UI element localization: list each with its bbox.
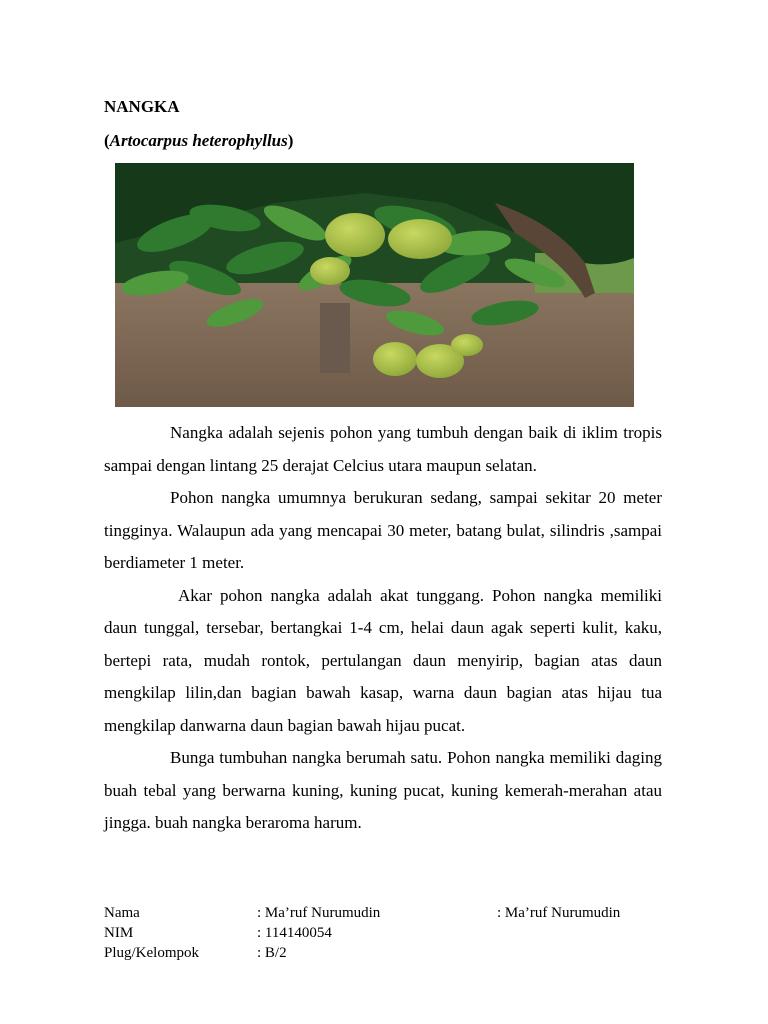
footer-value: : B/2 [257, 945, 287, 961]
paragraph-2: Pohon nangka umumnya berukuran sedang, sampai sekitar 20 meter tingginya. Walaupun ada yang mencapai 30 meter, batang bulat, silindris ,sampai berdiameter 1 meter. [104, 488, 662, 572]
footer-label: Plug/Kelompok [104, 945, 200, 961]
paragraph-3: Akar pohon nangka adalah akat tunggang. Pohon nangka memiliki daun tunggal, tersebar, bertangkai 1-4 cm, helai daun agak seperti kulit, kaku, bertepi rata, mudah rontok, pertulangan daun menyirip, bagian atas daun mengkilap lilin,dan bagian bawah kasap, warna daun bagian atas hijau tua mengkilap danwarna daun bagian bawah hijau pucat. [104, 585, 662, 735]
footer-label: Nama [104, 905, 140, 921]
document-subtitle [104, 131, 293, 151]
footer-label: NIM [104, 925, 134, 941]
document-title: NANGKA [104, 97, 180, 116]
paragraph-1: Nangka adalah sejenis pohon yang tumbuh dengan baik di iklim tropis sampai dengan lintang 25 derajat Celcius utara maupun selatan. [104, 423, 662, 475]
jackfruit-tree-photo [115, 163, 634, 407]
scientific-name: Artocarpus heterophyllus [109, 131, 288, 150]
footer-value: : Ma’ruf Nurumudin [257, 905, 381, 921]
document-body [104, 417, 662, 840]
subtitle-close-paren: ) [287, 131, 294, 150]
paragraph-4: Bunga tumbuhan nangka berumah satu. Pohon nangka memiliki daging buah tebal yang berwarna kuning, kuning pucat, kuning kemerah-merahan atau jingga. buah nangka beraroma harum. [104, 748, 662, 832]
footer-extra: : Ma’ruf Nurumudin [497, 905, 621, 921]
footer-value: : 114140054 [257, 925, 332, 941]
subtitle-open-paren: ( [104, 131, 110, 150]
